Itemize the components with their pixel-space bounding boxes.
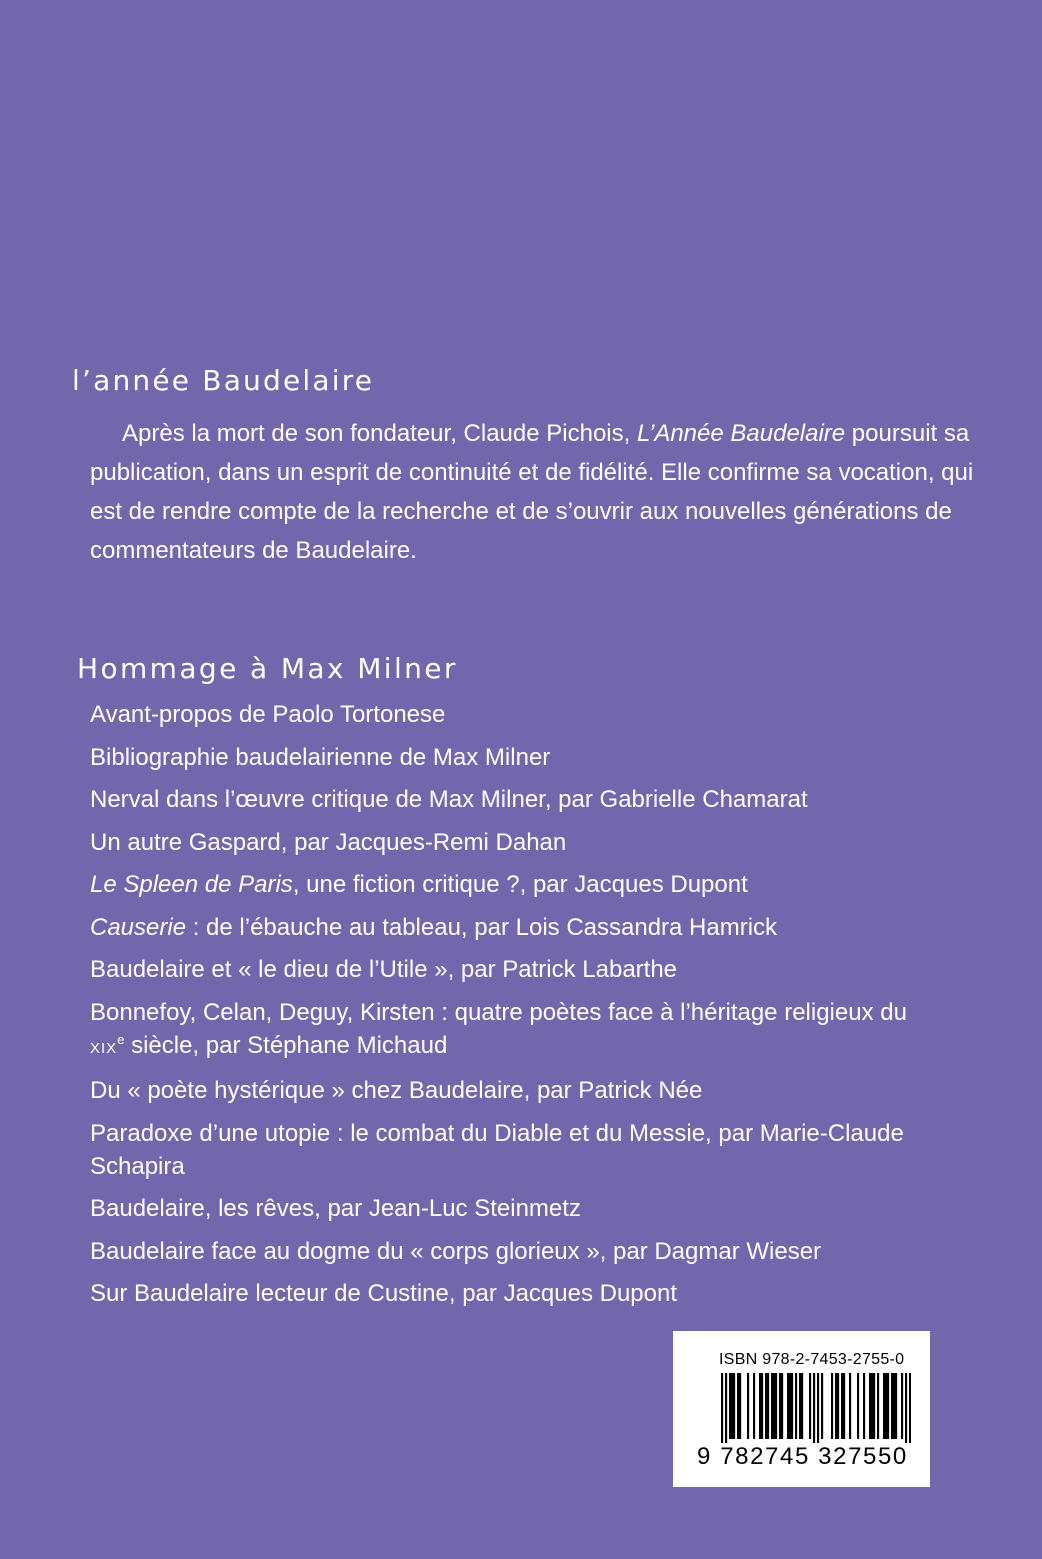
- toc-item-text: Paradoxe d’une utopie : le combat du Diable et du Messie, par Marie-Claude Schapira: [90, 1119, 904, 1180]
- barcode-bar: [775, 1373, 777, 1439]
- toc-item-text-continued: siècle, par Stéphane Michaud: [124, 1031, 448, 1059]
- toc-item-text: , une fiction critique ?, par Jacques Dupont: [292, 871, 748, 898]
- toc-item-text: Nerval dans l’œuvre critique de Max Milner, par Gabrielle Chamarat: [90, 786, 808, 813]
- barcode-bar: [869, 1373, 871, 1439]
- barcode-bar: [883, 1373, 885, 1439]
- toc-item-text: Baudelaire face au dogme du « corps glorieux », par Dagmar Wieser: [90, 1237, 822, 1265]
- toc-item-text: Bonnefoy, Celan, Deguy, Kirsten : quatre poètes face à l’héritage religieux du: [90, 998, 907, 1026]
- century-superscript: e: [117, 1031, 125, 1047]
- barcode-bar: [729, 1373, 731, 1439]
- barcode-bar: [789, 1373, 791, 1439]
- barcode-bar: [835, 1373, 837, 1439]
- barcode-bar: [895, 1373, 897, 1439]
- toc-item: [90, 1235, 930, 1268]
- barcode-bar: [721, 1373, 723, 1443]
- barcode-bar: [817, 1373, 819, 1443]
- toc-item-text: Baudelaire, les rêves, par Jean-Luc Steinmetz: [90, 1195, 581, 1222]
- barcode-bar: [909, 1373, 911, 1443]
- barcode-bar: [831, 1373, 833, 1439]
- barcode-bar: [885, 1373, 887, 1439]
- barcode-bar: [877, 1373, 879, 1439]
- barcode-bar: [759, 1373, 761, 1439]
- barcode-bar: [821, 1373, 823, 1439]
- barcode-bar: [739, 1373, 741, 1439]
- barcode-bar: [887, 1373, 889, 1439]
- toc-item: [90, 911, 930, 944]
- toc-item-italic-title: Le Spleen de Paris: [90, 871, 293, 898]
- barcode-bar: [765, 1373, 767, 1439]
- barcode-bar: [795, 1373, 797, 1439]
- intro-paragraph: [90, 414, 990, 570]
- barcode-bar: [857, 1373, 859, 1439]
- barcode-bar: [725, 1373, 727, 1443]
- barcode-bar: [737, 1373, 739, 1439]
- barcode-bar: [841, 1373, 843, 1439]
- toc-item-text: Un autre Gaspard, par Jacques-Remi Dahan: [90, 828, 567, 856]
- barcode-bar: [773, 1373, 775, 1439]
- barcode-bar: [837, 1373, 839, 1439]
- barcode-bar: [843, 1373, 845, 1439]
- toc-item: [90, 741, 930, 774]
- barcode-bar: [731, 1373, 733, 1439]
- barcode-bar: [767, 1373, 769, 1439]
- toc-item: [90, 783, 930, 816]
- barcode-bar: [781, 1373, 783, 1439]
- isbn-barcode-box: [673, 1331, 930, 1487]
- barcode-bar: [799, 1373, 801, 1439]
- barcode-bar: [871, 1373, 873, 1439]
- toc-item: [90, 1074, 930, 1107]
- barcode-bar: [813, 1373, 815, 1443]
- barcode-bar: [873, 1373, 875, 1439]
- barcode-bars: [721, 1373, 911, 1443]
- toc-item: [90, 1277, 930, 1310]
- toc-item: [90, 698, 930, 731]
- barcode-bar: [901, 1373, 903, 1439]
- barcode-bar: [761, 1373, 763, 1439]
- toc-item: [90, 996, 930, 1065]
- intro-text-start: Après la mort de son fondateur, Claude Pichois,: [122, 420, 637, 447]
- barcode-bar: [733, 1373, 735, 1439]
- toc-item: [90, 868, 930, 901]
- toc-item-text: Du « poète hystérique » chez Baudelaire, par Patrick Née: [90, 1077, 703, 1104]
- toc-item: [90, 1192, 930, 1225]
- isbn-label: ISBN 978-2-7453-2755-0: [719, 1351, 905, 1368]
- toc-item-text: Sur Baudelaire lecteur de Custine, par Jacques Dupont: [90, 1280, 678, 1307]
- toc-item: [90, 953, 930, 986]
- barcode-bar: [905, 1373, 907, 1443]
- ean-digits: 9 782745 327550: [697, 1443, 908, 1470]
- barcode-bar: [801, 1373, 803, 1439]
- barcode-bar: [791, 1373, 793, 1439]
- century-numeral: XIX: [90, 1039, 118, 1057]
- barcode-bar: [779, 1373, 781, 1439]
- table-of-contents: [90, 698, 930, 1320]
- journal-title: l’année Baudelaire: [72, 364, 375, 397]
- intro-text-end: poursuit sa publication, dans un esprit de continuité et de fidélité. Elle confirme sa vocation, qui est de rendre compte de la recherche et de s’ouvrir aux nouvelles générations de commentateurs de Baudelaire.: [90, 420, 974, 564]
- toc-item-text: Avant-propos de Paolo Tortonese: [90, 701, 446, 728]
- barcode-bar: [849, 1373, 851, 1439]
- toc-item-italic-title: Causerie: [90, 913, 187, 941]
- intro-journal-name: L’Année Baudelaire: [636, 420, 846, 447]
- toc-item-text: Bibliographie baudelairienne de Max Milner: [90, 743, 551, 771]
- barcode-bar: [863, 1373, 865, 1439]
- barcode-bar: [893, 1373, 895, 1439]
- barcode-bar: [771, 1373, 773, 1439]
- toc-item: [90, 1117, 930, 1183]
- barcode-bar: [747, 1373, 749, 1439]
- toc-item-text: Baudelaire et « le dieu de l’Utile », par Patrick Labarthe: [90, 956, 678, 983]
- toc-item: [90, 826, 930, 859]
- toc-item-text: : de l’ébauche au tableau, par Lois Cassandra Hamrick: [186, 913, 778, 941]
- barcode-bar: [891, 1373, 893, 1439]
- barcode-bar: [809, 1373, 811, 1439]
- section-title: Hommage à Max Milner: [77, 652, 458, 685]
- barcode-bar: [787, 1373, 789, 1439]
- barcode-bar: [753, 1373, 755, 1439]
